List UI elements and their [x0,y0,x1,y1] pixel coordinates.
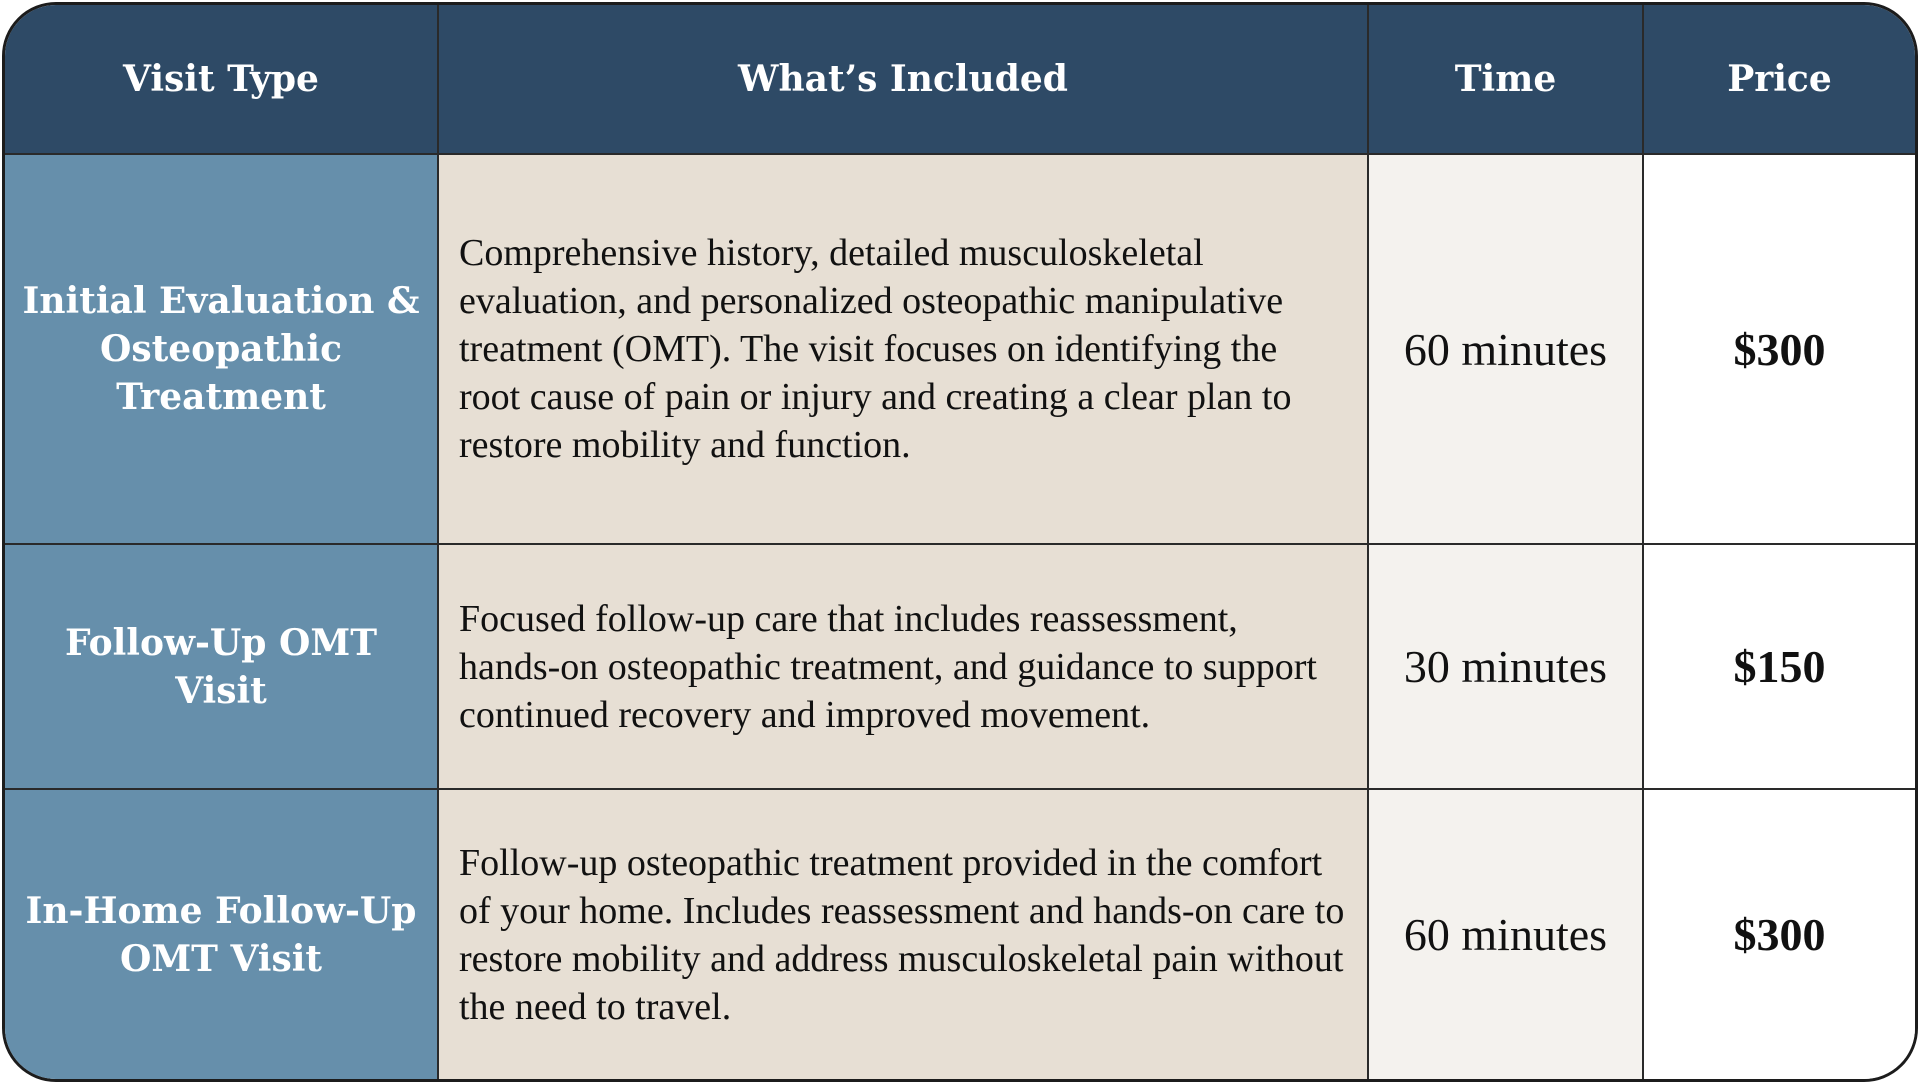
header-time: Time [1369,5,1644,155]
row-1-price: $300 [1644,155,1915,545]
row-2-price: $150 [1644,545,1915,790]
row-3-time: 60 minutes [1369,790,1644,1079]
row-1-time: 60 minutes [1369,155,1644,545]
row-2-time: 30 minutes [1369,545,1644,790]
row-3-price: $300 [1644,790,1915,1079]
row-3-visit-type: In-Home Follow-Up OMT Visit [5,790,439,1079]
row-2-included: Focused follow-up care that includes reassessment, hands-on osteopathic treatment, and guidance to support continued recovery and improved movement. [439,545,1369,790]
row-1-visit-type: Initial Evaluation & Osteopathic Treatment [5,155,439,545]
row-3-included: Follow-up osteopathic treatment provided in the comfort of your home. Includes reassessment and hands-on care to restore mobility and address musculoskeletal pain without the need to travel. [439,790,1369,1079]
header-visit-type: Visit Type [5,5,439,155]
pricing-table [2,2,1918,1082]
pricing-table-grid [5,5,1915,1079]
header-price: Price [1644,5,1915,155]
header-whats-included: What’s Included [439,5,1369,155]
row-1-included: Comprehensive history, detailed musculoskeletal evaluation, and personalized osteopathic manipulative treatment (OMT). The visit focuses on identifying the root cause of pain or injury and creating a clear plan to restore mobility and function. [439,155,1369,545]
row-2-visit-type: Follow-Up OMT Visit [5,545,439,790]
